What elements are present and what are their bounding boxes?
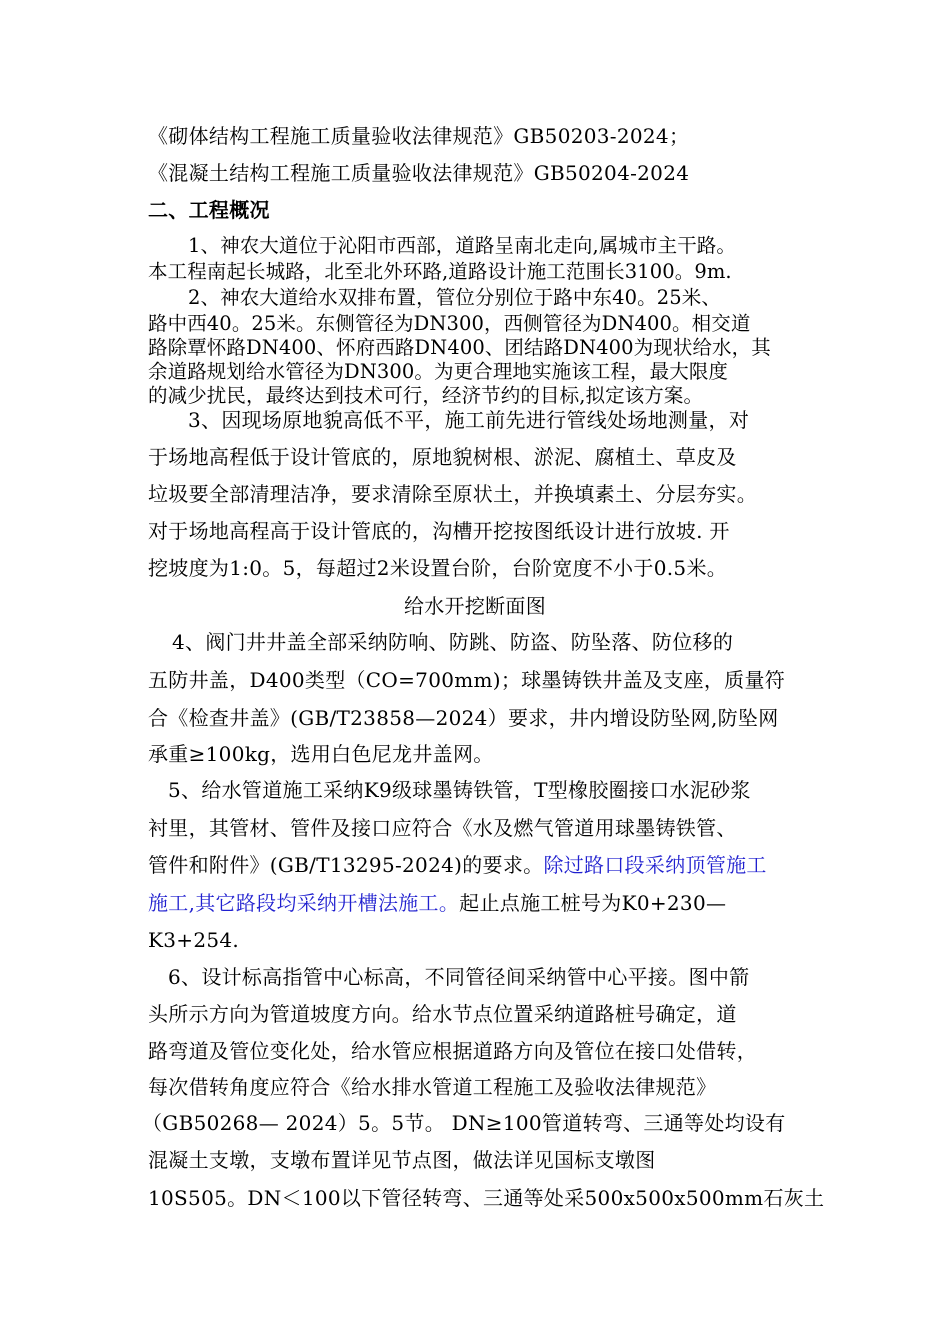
- paragraph-line: K3+254.: [148, 928, 240, 952]
- paragraph-line: 合《检查井盖》(GB/T23858—2024）要求，井内增设防坠网,防坠网: [148, 706, 779, 730]
- paragraph-line: 于场地高程低于设计管底的，原地貌树根、淤泥、腐植土、草皮及: [148, 445, 737, 469]
- paragraph-line: 6、设计标高指管中心标高，不同管径间采纳管中心平接。图中箭: [168, 965, 750, 989]
- paragraph-text: 管件和附件》(GB/T13295-2024)的要求。: [148, 853, 544, 877]
- paragraph-line: 路弯道及管位变化处，给水管应根据道路方向及管位在接口处借转，: [148, 1039, 757, 1063]
- highlighted-text: 除过路口段采纳顶管施工: [543, 853, 767, 877]
- paragraph-line: 的减少扰民，最终达到技术可行，经济节约的目标,拟定该方案。: [148, 384, 704, 407]
- paragraph-line: 本工程南起长城路，北至北外环路,道路设计施工范围长3100。9m.: [148, 260, 732, 283]
- reference-line: 《砌体结构工程施工质量验收法律规范》GB50203-2024；: [148, 124, 690, 148]
- reference-line: 《混凝土结构工程施工质量验收法律规范》GB50204-2024: [148, 161, 690, 185]
- paragraph-line: 余道路规划给水管径为DN300。为更合理地实施该工程，最大限度: [148, 360, 729, 383]
- paragraph-line: 10S505。DN＜100以下管径转弯、三通等处采500x500x500mm石灰土: [148, 1186, 825, 1210]
- paragraph-line: 对于场地高程高于设计管底的，沟槽开挖按图纸设计进行放坡. 开: [148, 519, 730, 543]
- paragraph-line: 2、神农大道给水双排布置，管位分别位于路中东40。25米、: [188, 286, 721, 309]
- paragraph-line: [148, 893, 726, 913]
- paragraph-line: 挖坡度为1:0。5，每超过2米设置台阶，台阶宽度不小于0.5米。: [148, 556, 728, 580]
- paragraph-line: 路除覃怀路DN400、怀府西路DN400、团结路DN400为现状给水，其: [148, 336, 771, 359]
- paragraph-line: 垃圾要全部清理洁净，要求清除至原状土，并换填素土、分层夯实。: [148, 482, 757, 506]
- highlighted-text: 施工,其它路段均采纳开槽法施工。: [148, 891, 460, 915]
- section-heading: 二、工程概况: [148, 198, 270, 222]
- paragraph-line: 路中西40。25米。东侧管径为DN300，西侧管径为DN400。相交道: [148, 312, 751, 335]
- paragraph-line: 4、阀门井井盖全部采纳防响、防跳、防盗、防坠落、防位移的: [172, 630, 734, 654]
- paragraph-line: （GB50268— 2024）5。5节。 DN≥100管道转弯、三通等处均设有: [142, 1111, 786, 1135]
- figure-caption: 给水开挖断面图: [403, 594, 547, 618]
- paragraph-line: 1、神农大道位于沁阳市西部，道路呈南北走向,属城市主干路。: [188, 234, 737, 257]
- paragraph-line: 混凝土支墩，支墩布置详见节点图，做法详见国标支墩图: [148, 1148, 656, 1172]
- paragraph-line: [148, 855, 767, 875]
- paragraph-line: 衬里，其管材、管件及接口应符合《水及燃气管道用球墨铸铁管、: [148, 816, 737, 840]
- paragraph-line: 头所示方向为管道坡度方向。给水节点位置采纳道路桩号确定，道: [148, 1002, 737, 1026]
- paragraph-text: 起止点施工桩号为K0+230—: [459, 891, 727, 915]
- paragraph-line: 5、给水管道施工采纳K9级球墨铸铁管，T型橡胶圈接口水泥砂浆: [168, 778, 751, 802]
- paragraph-line: 每次借转角度应符合《给水排水管道工程施工及验收法律规范》: [148, 1075, 717, 1099]
- paragraph-line: 五防井盖，D400类型（CO=700mm)；球墨铸铁井盖及支座，质量符: [148, 668, 786, 692]
- paragraph-line: 3、因现场原地貌高低不平，施工前先进行管线处场地测量，对: [188, 408, 750, 432]
- paragraph-line: 承重≥100kg，选用白色尼龙井盖网。: [148, 742, 494, 766]
